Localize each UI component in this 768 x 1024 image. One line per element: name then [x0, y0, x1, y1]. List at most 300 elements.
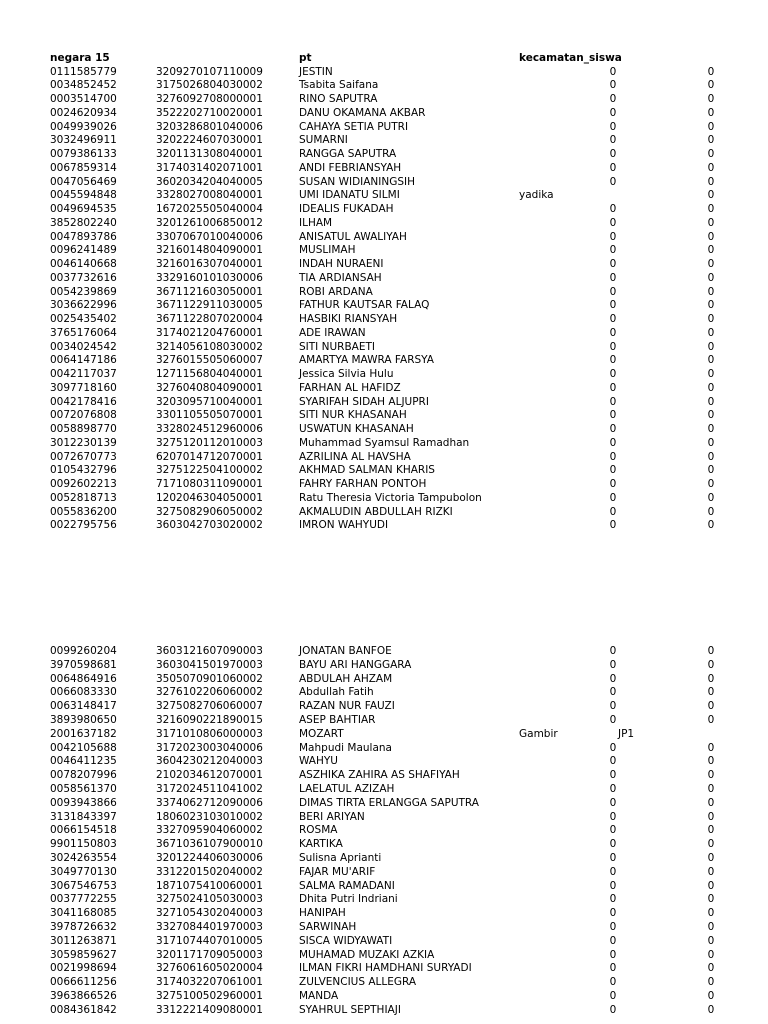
cell-value-2: 0 [707, 395, 715, 408]
cell-value-1: 0 [609, 505, 617, 518]
table-row [0, 341, 768, 355]
table-row [0, 272, 768, 286]
cell-negara: 0055836200 [50, 505, 117, 518]
cell-value-1: 0 [609, 423, 617, 435]
cell-name: FAHRY FARHAN PONTOH [299, 478, 427, 490]
cell-value-1: 0 [609, 491, 617, 504]
table-row [0, 893, 768, 907]
table-row [0, 382, 768, 396]
table-row [0, 217, 768, 231]
cell-value-1: 0 [609, 450, 617, 463]
table-row [0, 134, 768, 148]
table-row [0, 409, 768, 423]
cell-negara: 3024263554 [50, 852, 117, 864]
cell-name: Tsabita Saifana [299, 79, 379, 92]
cell-value-1: 0 [609, 934, 617, 947]
table-row [0, 673, 768, 687]
cell-negara: 0092602213 [50, 478, 117, 490]
cell-nik: 3275082906050002 [156, 505, 263, 518]
cell-negara: 0049694535 [50, 203, 117, 215]
table-row [0, 824, 768, 838]
cell-value-1: 0 [609, 921, 617, 933]
cell-value-1: 0 [609, 230, 617, 243]
cell-negara: 0042117037 [50, 368, 117, 380]
cell-value-2: 0 [707, 755, 715, 768]
cell-negara: 3067546753 [50, 879, 117, 892]
cell-name: HASBIKI RIANSYAH [299, 313, 398, 325]
cell-nik: 3328024512960006 [156, 423, 263, 435]
cell-nik: 3275024105030003 [156, 893, 263, 906]
cell-nik: 3201224406030006 [156, 852, 263, 864]
cell-nik: 3271054302040003 [156, 907, 263, 920]
cell-value-1: 0 [609, 645, 617, 657]
cell-nik: 3203095710040001 [156, 395, 263, 408]
cell-negara: 9901150803 [50, 838, 117, 851]
table-row [0, 852, 768, 866]
cell-value-1: 0 [609, 299, 617, 312]
cell-value-2: 0 [707, 161, 715, 174]
table-row [0, 769, 768, 783]
cell-name: AKHMAD SALMAN KHARIS [299, 464, 435, 477]
cell-nik: 1806023103010002 [156, 810, 263, 823]
cell-nik: 6207014712070001 [156, 450, 263, 463]
table-row [0, 742, 768, 756]
cell-negara: 0079386133 [50, 148, 117, 160]
table-row [0, 686, 768, 700]
cell-nik: 3602034204040005 [156, 175, 263, 188]
cell-value-1: 0 [609, 106, 617, 119]
cell-negara: 2001637182 [50, 727, 117, 740]
cell-value-1: 0 [609, 148, 617, 160]
cell-value-2: 0 [707, 921, 715, 933]
cell-negara: 0067859314 [50, 161, 117, 174]
cell-value-1: 0 [609, 203, 617, 215]
cell-value-2: 0 [707, 686, 715, 699]
cell-nik: 3275100502960001 [156, 990, 263, 1002]
cell-value-2: 0 [707, 175, 715, 188]
cell-value-2: 0 [707, 423, 715, 435]
cell-negara: 3765176064 [50, 326, 117, 339]
cell-value-2: 0 [707, 436, 715, 449]
cell-value-2: 0 [707, 189, 715, 202]
cell-name: DANU OKAMANA AKBAR [299, 106, 426, 119]
cell-value-1: 0 [609, 464, 617, 477]
cell-name: HANIPAH [299, 907, 346, 920]
header-negara: negara 15 [50, 52, 110, 64]
cell-name: TIA ARDIANSAH [299, 271, 382, 284]
cell-negara: 0025435402 [50, 313, 117, 325]
cell-value-1: 0 [609, 368, 617, 380]
table-row [0, 811, 768, 825]
cell-value-2: 0 [707, 962, 715, 975]
cell-nik: 3216014804090001 [156, 244, 263, 257]
cell-value-2: 0 [707, 865, 715, 878]
cell-name: Abdullah Fatih [299, 686, 374, 699]
cell-value-1: 0 [609, 990, 617, 1002]
cell-negara: 0058561370 [50, 783, 117, 795]
table-row [0, 659, 768, 673]
cell-negara: 3049770130 [50, 865, 117, 878]
cell-negara: 0105432796 [50, 464, 117, 477]
cell-value-2: 0 [707, 464, 715, 477]
cell-negara: 0024620934 [50, 106, 117, 119]
table-row [0, 66, 768, 80]
cell-value-1: 0 [609, 865, 617, 878]
cell-value-1: 0 [609, 783, 617, 795]
cell-negara: 0093943866 [50, 796, 117, 809]
cell-negara: 3978726632 [50, 921, 117, 933]
cell-value-1: 0 [609, 796, 617, 809]
cell-negara: 3041168085 [50, 907, 117, 920]
cell-negara: 0003514700 [50, 93, 117, 105]
cell-name: ASZHIKA ZAHIRA AS SHAFIYAH [299, 769, 460, 782]
cell-value-2: 0 [707, 134, 715, 147]
cell-negara: 3131843397 [50, 810, 117, 823]
cell-value-2: 0 [707, 216, 715, 229]
table-row [0, 354, 768, 368]
cell-name: SALMA RAMADANI [299, 879, 395, 892]
cell-value-1: 0 [609, 258, 617, 270]
cell-value-2: 0 [707, 519, 715, 532]
table-row [0, 107, 768, 121]
cell-value-1: 0 [609, 175, 617, 188]
cell-value-2: 0 [707, 368, 715, 380]
cell-negara: 0042105688 [50, 741, 117, 754]
cell-value-1: 0 [609, 134, 617, 147]
cell-name: AKMALUDIN ABDULLAH RIZKI [299, 505, 453, 518]
cell-name: MUSLIMAH [299, 244, 356, 257]
table-row [0, 797, 768, 811]
cell-value-2: 0 [707, 838, 715, 851]
cell-value-1: 0 [609, 810, 617, 823]
cell-name: FARHAN AL HAFIDZ [299, 381, 401, 394]
table-row [0, 907, 768, 921]
cell-value-2: 0 [707, 65, 715, 78]
cell-value-1: 0 [609, 216, 617, 229]
cell-value-2: 0 [707, 505, 715, 518]
table-row [0, 645, 768, 659]
table-row [0, 79, 768, 93]
cell-value-2: 0 [707, 810, 715, 823]
table-row [0, 286, 768, 300]
cell-nik: 3275122504100002 [156, 464, 263, 477]
cell-name: RANGGA SAPUTRA [299, 148, 397, 160]
cell-name: Ratu Theresia Victoria Tampubolon [299, 491, 482, 504]
cell-value-1: 0 [609, 714, 617, 726]
cell-value-2: 0 [707, 230, 715, 243]
cell-nik: 3275082706060007 [156, 700, 263, 713]
cell-name: MOZART [299, 727, 344, 740]
cell-negara: 3963866526 [50, 990, 117, 1002]
cell-negara: 0058898770 [50, 423, 117, 435]
cell-negara: 0084361842 [50, 1003, 117, 1016]
cell-negara: 3097718160 [50, 381, 117, 394]
cell-value-1: 0 [609, 79, 617, 92]
table-row [0, 1004, 768, 1018]
cell-value-2: 0 [707, 769, 715, 782]
table-row [0, 148, 768, 162]
cell-nik: 3301105505070001 [156, 409, 263, 422]
table-row [0, 990, 768, 1004]
cell-value-1: 0 [609, 285, 617, 298]
cell-nik: 3671122807020004 [156, 313, 263, 325]
cell-name: JESTIN [299, 65, 333, 78]
cell-value-2: 0 [707, 852, 715, 864]
cell-negara: 0037732616 [50, 271, 117, 284]
cell-value-2: 0 [707, 120, 715, 133]
cell-nik: 3312221409080001 [156, 1003, 263, 1016]
table-row [0, 492, 768, 506]
cell-nik: 3307067010040006 [156, 230, 263, 243]
cell-nik: 3276061605020004 [156, 962, 263, 975]
table-row [0, 866, 768, 880]
cell-value-1: 0 [609, 271, 617, 284]
cell-negara: 0111585779 [50, 65, 117, 78]
table-row [0, 478, 768, 492]
cell-value-2: 0 [707, 907, 715, 920]
cell-name: SUSAN WIDIANINGSIH [299, 175, 416, 188]
cell-name: FAJAR MU'ARIF [299, 865, 376, 878]
cell-nik: 3216090221890015 [156, 714, 263, 726]
cell-value-2: 0 [707, 491, 715, 504]
cell-name: FATHUR KAUTSAR FALAQ [299, 299, 430, 312]
cell-name: ASEP BAHTIAR [299, 714, 376, 726]
cell-negara: 0052818713 [50, 491, 117, 504]
cell-nik: 1672025505040004 [156, 203, 263, 215]
cell-value-2: 0 [707, 148, 715, 160]
cell-nik: 3203286801040006 [156, 120, 263, 133]
cell-value-1: 0 [609, 700, 617, 713]
cell-name: SARWINAH [299, 921, 357, 933]
cell-value-2: 0 [707, 700, 715, 713]
cell-name: ILHAM [299, 216, 333, 229]
table-row [0, 162, 768, 176]
cell-negara: 3893980650 [50, 714, 117, 726]
cell-name: MUHAMAD MUZAKI AZKIA [299, 948, 435, 961]
cell-name: IDEALIS FUKADAH [299, 203, 394, 215]
cell-name: IMRON WAHYUDI [299, 519, 389, 532]
header-kecamatan-siswa: kecamatan_siswa [519, 52, 622, 64]
cell-value-2: 0 [707, 258, 715, 270]
cell-negara: 0022795756 [50, 519, 117, 532]
cell-value-1: 0 [609, 824, 617, 837]
table-row [0, 728, 768, 742]
cell-nik: 3174032207061001 [156, 976, 263, 989]
cell-name: Dhita Putri Indriani [299, 893, 398, 906]
cell-nik: 3172024511041002 [156, 783, 263, 795]
table-row [0, 464, 768, 478]
cell-nik: 3275120112010003 [156, 436, 263, 449]
cell-value-2: 0 [707, 244, 715, 257]
cell-negara: 0045594848 [50, 189, 117, 202]
cell-value-1: 0 [609, 244, 617, 257]
cell-value-1: 0 [609, 962, 617, 975]
table-row [0, 714, 768, 728]
cell-value-1: 0 [609, 409, 617, 422]
cell-name: ILMAN FIKRI HAMDHANI SURYADI [299, 962, 472, 975]
cell-value-2: 0 [707, 354, 715, 367]
cell-name: SYARIFAH SIDAH ALJUPRI [299, 395, 429, 408]
cell-negara: 0049939026 [50, 120, 117, 133]
cell-negara: 0042178416 [50, 395, 117, 408]
cell-nik: 7171080311090001 [156, 478, 263, 490]
table-row [0, 976, 768, 990]
cell-value-2: 0 [707, 1003, 715, 1016]
cell-nik: 3327084401970003 [156, 921, 263, 933]
cell-nik: 3201131308040001 [156, 148, 263, 160]
cell-name: ROSMA [299, 824, 338, 837]
cell-negara: 0046140668 [50, 258, 117, 270]
cell-negara: 3012230139 [50, 436, 117, 449]
cell-nik: 3374062712090006 [156, 796, 263, 809]
table-row [0, 93, 768, 107]
cell-value-2: 0 [707, 783, 715, 795]
table-row [0, 921, 768, 935]
table-row [0, 176, 768, 190]
cell-value-2: 0 [707, 340, 715, 353]
cell-value-1: 0 [609, 395, 617, 408]
cell-value-2: 0 [707, 948, 715, 961]
cell-value-2: 0 [707, 79, 715, 92]
cell-name: SITI NUR KHASANAH [299, 409, 407, 422]
table-row [0, 755, 768, 769]
cell-negara: 0096241489 [50, 244, 117, 257]
cell-nik: 3603042703020002 [156, 519, 263, 532]
cell-value-1: 0 [609, 478, 617, 490]
cell-value-1: 0 [609, 326, 617, 339]
cell-nik: 3603121607090003 [156, 645, 263, 657]
cell-nik: 3172023003040006 [156, 741, 263, 754]
cell-nik: 3214056108030002 [156, 340, 263, 353]
cell-negara: 0072076808 [50, 409, 117, 422]
cell-name: LAELATUL AZIZAH [299, 783, 395, 795]
cell-nik: 1202046304050001 [156, 491, 263, 504]
cell-nik: 3329160101030006 [156, 271, 263, 284]
cell-name: ADE IRAWAN [299, 326, 366, 339]
table-row [0, 962, 768, 976]
cell-name: ROBI ARDANA [299, 285, 373, 298]
cell-value-2: 0 [707, 672, 715, 685]
cell-nik: 3171010806000003 [156, 727, 263, 740]
cell-value-1: 0 [609, 65, 617, 78]
cell-value-1: 0 [609, 838, 617, 851]
cell-nik: 3201171709050003 [156, 948, 263, 961]
cell-name: SYAHRUL SEPTHIAJI [299, 1003, 401, 1016]
table-row [0, 189, 768, 203]
cell-value-2: 0 [707, 106, 715, 119]
table-row [0, 327, 768, 341]
cell-value-2: 0 [707, 409, 715, 422]
cell-value-1: 0 [609, 976, 617, 989]
cell-negara: 0047893786 [50, 230, 117, 243]
table-row [0, 313, 768, 327]
cell-nik: 3276015505060007 [156, 354, 263, 367]
cell-name: ZULVENCIUS ALLEGRA [299, 976, 417, 989]
table-row [0, 506, 768, 520]
cell-negara: 3852802240 [50, 216, 117, 229]
cell-nik: 3505070901060002 [156, 672, 263, 685]
cell-name: Jessica Silvia Hulu [299, 368, 394, 380]
cell-negara: 0066154518 [50, 824, 117, 837]
cell-value-2: 0 [707, 285, 715, 298]
cell-nik: 3276040804090001 [156, 381, 263, 394]
cell-value-2: 0 [707, 796, 715, 809]
cell-value-1: 0 [609, 893, 617, 906]
cell-name: ANDI FEBRIANSYAH [299, 161, 402, 174]
cell-negara: 0064864916 [50, 672, 117, 685]
cell-value-2: JP1 [618, 727, 635, 740]
cell-value-2: 0 [707, 893, 715, 906]
cell-negara: 0034852452 [50, 79, 117, 92]
cell-value-2: 0 [707, 645, 715, 657]
cell-nik: 3671122911030005 [156, 299, 263, 312]
cell-negara: 0046411235 [50, 755, 117, 768]
cell-name: BAYU ARI HANGGARA [299, 658, 412, 671]
cell-name: SITI NURBAETI [299, 340, 375, 353]
cell-value-1: 0 [609, 93, 617, 105]
cell-negara: 0034024542 [50, 340, 117, 353]
cell-nik: 3201261006850012 [156, 216, 263, 229]
cell-name: ABDULAH AHZAM [299, 672, 393, 685]
cell-value-2: 0 [707, 824, 715, 837]
cell-value-2: 0 [707, 326, 715, 339]
cell-value-1: 0 [609, 354, 617, 367]
cell-value-1: 0 [609, 907, 617, 920]
cell-nik: 3671036107900010 [156, 838, 263, 851]
cell-value-2: 0 [707, 271, 715, 284]
cell-name: WAHYU [299, 755, 338, 768]
cell-value-2: 0 [707, 450, 715, 463]
cell-value-1: 0 [609, 879, 617, 892]
cell-negara: 0064147186 [50, 354, 117, 367]
table-row [0, 423, 768, 437]
cell-nik: 3312201502040002 [156, 865, 263, 878]
header-row [0, 52, 768, 66]
cell-value-2: 0 [707, 976, 715, 989]
cell-value-2: 0 [707, 741, 715, 754]
cell-name: ANISATUL AWALIYAH [299, 230, 407, 243]
cell-value-1: 0 [609, 340, 617, 353]
cell-name: BERI ARIYAN [299, 810, 365, 823]
cell-nik: 3276102206060002 [156, 686, 263, 699]
cell-nik: 3522202710020001 [156, 106, 263, 119]
cell-negara: 0054239869 [50, 285, 117, 298]
cell-negara: 3032496911 [50, 134, 117, 147]
cell-value-2: 0 [707, 714, 715, 726]
table-row [0, 203, 768, 217]
cell-value-1: 0 [609, 755, 617, 768]
cell-value-1: 0 [609, 161, 617, 174]
cell-negara: 0072670773 [50, 450, 117, 463]
cell-nik: 3202224607030001 [156, 134, 263, 147]
cell-value-2: 0 [707, 879, 715, 892]
cell-nik: 1271156804040001 [156, 368, 263, 380]
cell-value-2: 0 [707, 658, 715, 671]
cell-kecamatan: Gambir [519, 727, 558, 740]
cell-name: JONATAN BANFOE [299, 645, 392, 657]
cell-name: DIMAS TIRTA ERLANGGA SAPUTRA [299, 796, 479, 809]
table-row [0, 451, 768, 465]
cell-value-1: 0 [609, 769, 617, 782]
cell-name: CAHAYA SETIA PUTRI [299, 120, 409, 133]
cell-nik: 3171074407010005 [156, 934, 263, 947]
cell-nik: 3603041501970003 [156, 658, 263, 671]
cell-value-2: 0 [707, 990, 715, 1002]
table-row [0, 437, 768, 451]
cell-value-1: 0 [609, 686, 617, 699]
cell-negara: 0063148417 [50, 700, 117, 713]
cell-nik: 3175026804030002 [156, 79, 263, 92]
